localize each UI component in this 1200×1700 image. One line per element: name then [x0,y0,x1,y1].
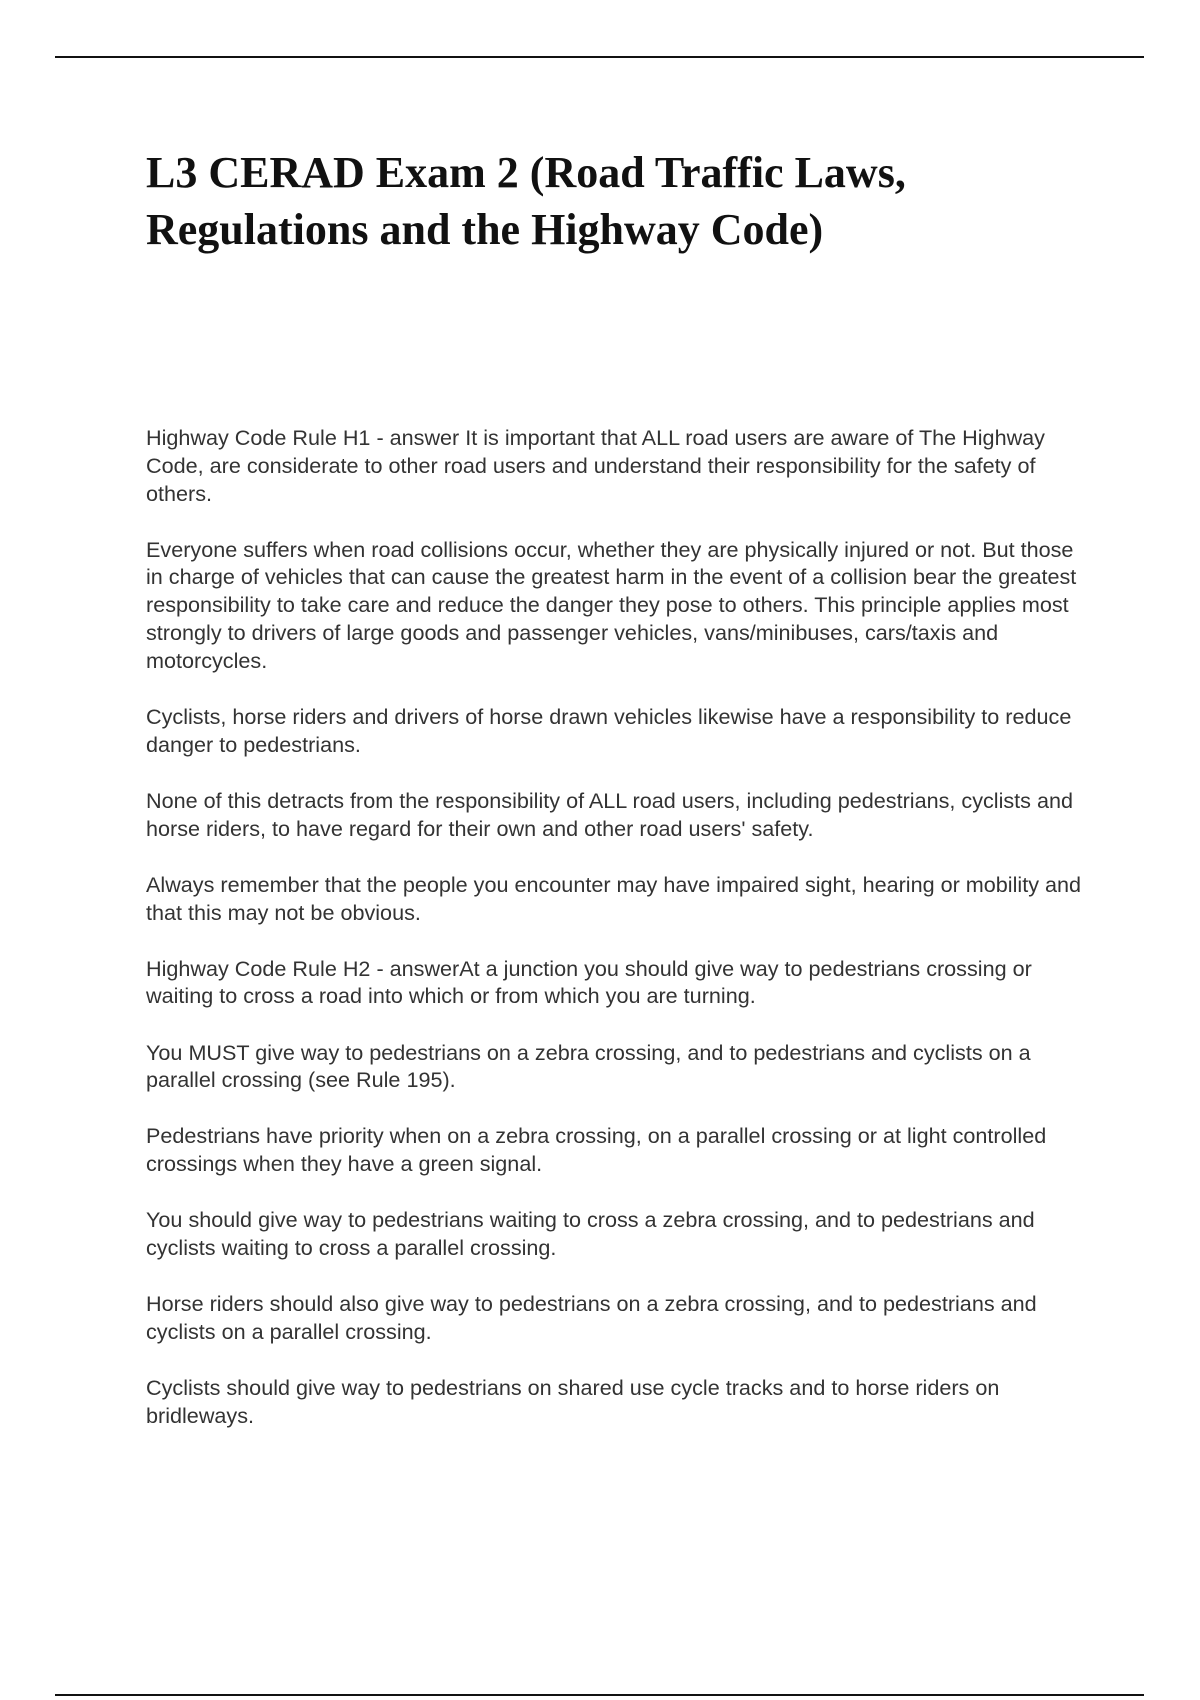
document-body [146,424,1091,1458]
document-title: L3 CERAD Exam 2 (Road Traffic Laws, Regulations and the Highway Code) [146,148,906,254]
paragraph: Everyone suffers when road collisions occur, whether they are physically injured or not. But those in charge of vehicles that can cause the greatest harm in the event of a collision bear the greatest responsibility to take care and reduce the danger they pose to others. This principle applies most strongly to drivers of large goods and passenger vehicles, vans/minibuses, cars/taxis and motorcycles. [146,536,1077,673]
paragraph-rule-h1: Highway Code Rule H1 - answer It is important that ALL road users are aware of The Highway Code, are considerate to other road users and understand their responsibility for the safety of others. [146,425,1045,506]
paragraph: Cyclists, horse riders and drivers of horse drawn vehicles likewise have a responsibility to reduce danger to pedestrians. [146,703,1072,757]
paragraph: You should give way to pedestrians waiting to cross a zebra crossing, and to pedestrians and cyclists waiting to cross a parallel crossing. [146,1207,1035,1261]
paragraph: Pedestrians have priority when on a zebra crossing, on a parallel crossing or at light controlled crossings when they have a green signal. [146,1123,1047,1177]
paragraph: You MUST give way to pedestrians on a zebra crossing, and to pedestrians and cyclists on a parallel crossing (see Rule 195). [146,1039,1031,1093]
paragraph: None of this detracts from the responsibility of ALL road users, including pedestrians, cyclists and horse riders, to have regard for their own and other road users' safety. [146,787,1074,841]
paragraph-rule-h2: Highway Code Rule H2 - answerAt a junction you should give way to pedestrians crossing or waiting to cross a road into which or from which you are turning. [146,955,1032,1009]
paragraph: Always remember that the people you encounter may have impaired sight, hearing or mobility and that this may not be obvious. [146,871,1082,925]
paragraph: Horse riders should also give way to pedestrians on a zebra crossing, and to pedestrians and cyclists on a parallel crossing. [146,1291,1037,1344]
paragraph: Cyclists should give way to pedestrians on shared use cycle tracks and to horse riders on bridleways. [146,1375,1000,1428]
bottom-divider [55,1694,1144,1696]
top-divider [55,56,1144,58]
